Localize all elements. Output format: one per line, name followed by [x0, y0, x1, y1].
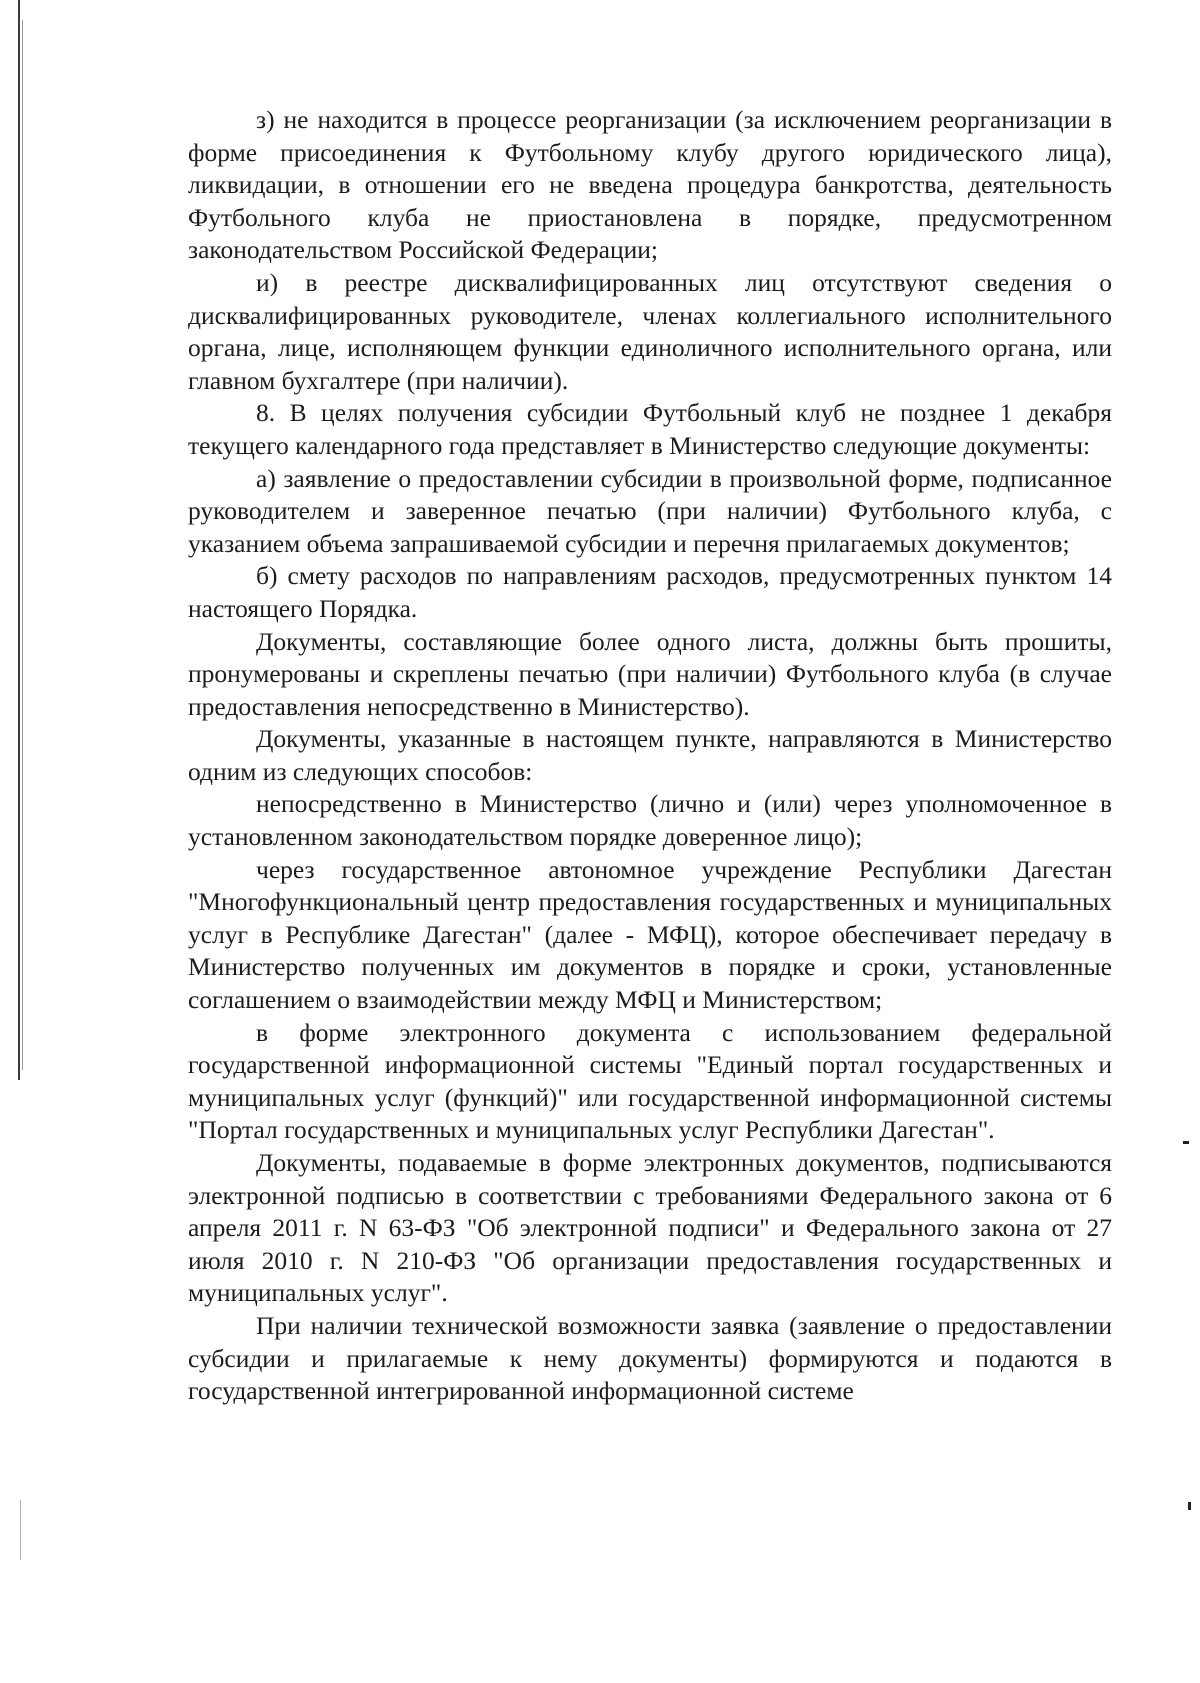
paragraph-mfc: через государственное автономное учреждение Республики Дагестан "Многофункциональный центр предоставления государственных и муниципальных услуг в Республике Дагестан" (далее - МФЦ), которое обеспечивает передачу в Министерство полученных им документов в порядке и сроки, установленные соглашением о взаимодействии между МФЦ и Министерством;: [188, 854, 1112, 1015]
paragraph-methods: Документы, указанные в настоящем пункте, направляются в Министерство одним из следующих способов:: [188, 724, 1112, 786]
paragraph-binding: Документы, составляющие более одного листа, должны быть прошиты, пронумерованы и скреплены печатью (при наличии) Футбольного клуба (в случае предоставления непосредственно в Министерство).: [188, 626, 1112, 721]
scan-speck: [1183, 1141, 1189, 1144]
paragraph-b: б) смету расходов по направлениям расходов, предусмотренных пунктом 14 настоящего Порядка.: [188, 561, 1112, 623]
scan-edge-line: [22, 20, 23, 1070]
scan-speck: [1188, 1502, 1191, 1510]
scan-edge-line: [20, 1500, 21, 1560]
scan-edge-line: [18, 0, 20, 1080]
paragraph-8: 8. В целях получения субсидии Футбольный клуб не позднее 1 декабря текущего календарного года представляет в Министерство следующие документы:: [188, 398, 1112, 460]
paragraph-direct: непосредственно в Министерство (лично и (или) через уполномоченное в установленном законодательством порядке доверенное лицо);: [188, 789, 1112, 852]
paragraph-i: и) в реестре дисквалифицированных лиц отсутствуют сведения о дисквалифицированных руководителе, членах коллегиального исполнительного органа, лице, исполняющем функции единоличного исполнительного органа, или главном бухгалтере (при наличии).: [188, 267, 1112, 395]
paragraph-z: з) не находится в процессе реорганизации (за исключением реорганизации в форме присоединения к Футбольному клубу другого юридического лица), ликвидации, в отношении его не введена процедура банкротства, деятельность Футбольного клуба не приостановлена в порядке, предусмотренном законодательством Российской Федерации;: [188, 105, 1112, 265]
paragraph-signature: Документы, подаваемые в форме электронных документов, подписываются электронной подписью в соответствии с требованиями Федерального закона от 6 апреля 2011 г. N 63-ФЗ "Об электронной подписи" и Федерального закона от 27 июля 2010 г. N 210-ФЗ "Об организации предоставления государственных и муниципальных услуг".: [188, 1148, 1112, 1308]
paragraph-a: а) заявление о предоставлении субсидии в произвольной форме, подписанное руководителем и заверенное печатью (при наличии) Футбольного клуба, с указанием объема запрашиваемой субсидии и перечня прилагаемых документов;: [188, 463, 1112, 558]
paragraph-electronic: в форме электронного документа с использованием федеральной государственной информационной системы "Единый портал государственных и муниципальных услуг (функций)" или государственной информационной системы "Портал государственных и муниципальных услуг Республики Дагестан".: [188, 1017, 1112, 1145]
paragraph-technical: При наличии технической возможности заявка (заявление о предоставлении субсидии и прилагаемые к нему документы) формируются и подаются в государственной интегрированной информационной системе: [188, 1310, 1112, 1406]
document-text: [188, 104, 1112, 1408]
